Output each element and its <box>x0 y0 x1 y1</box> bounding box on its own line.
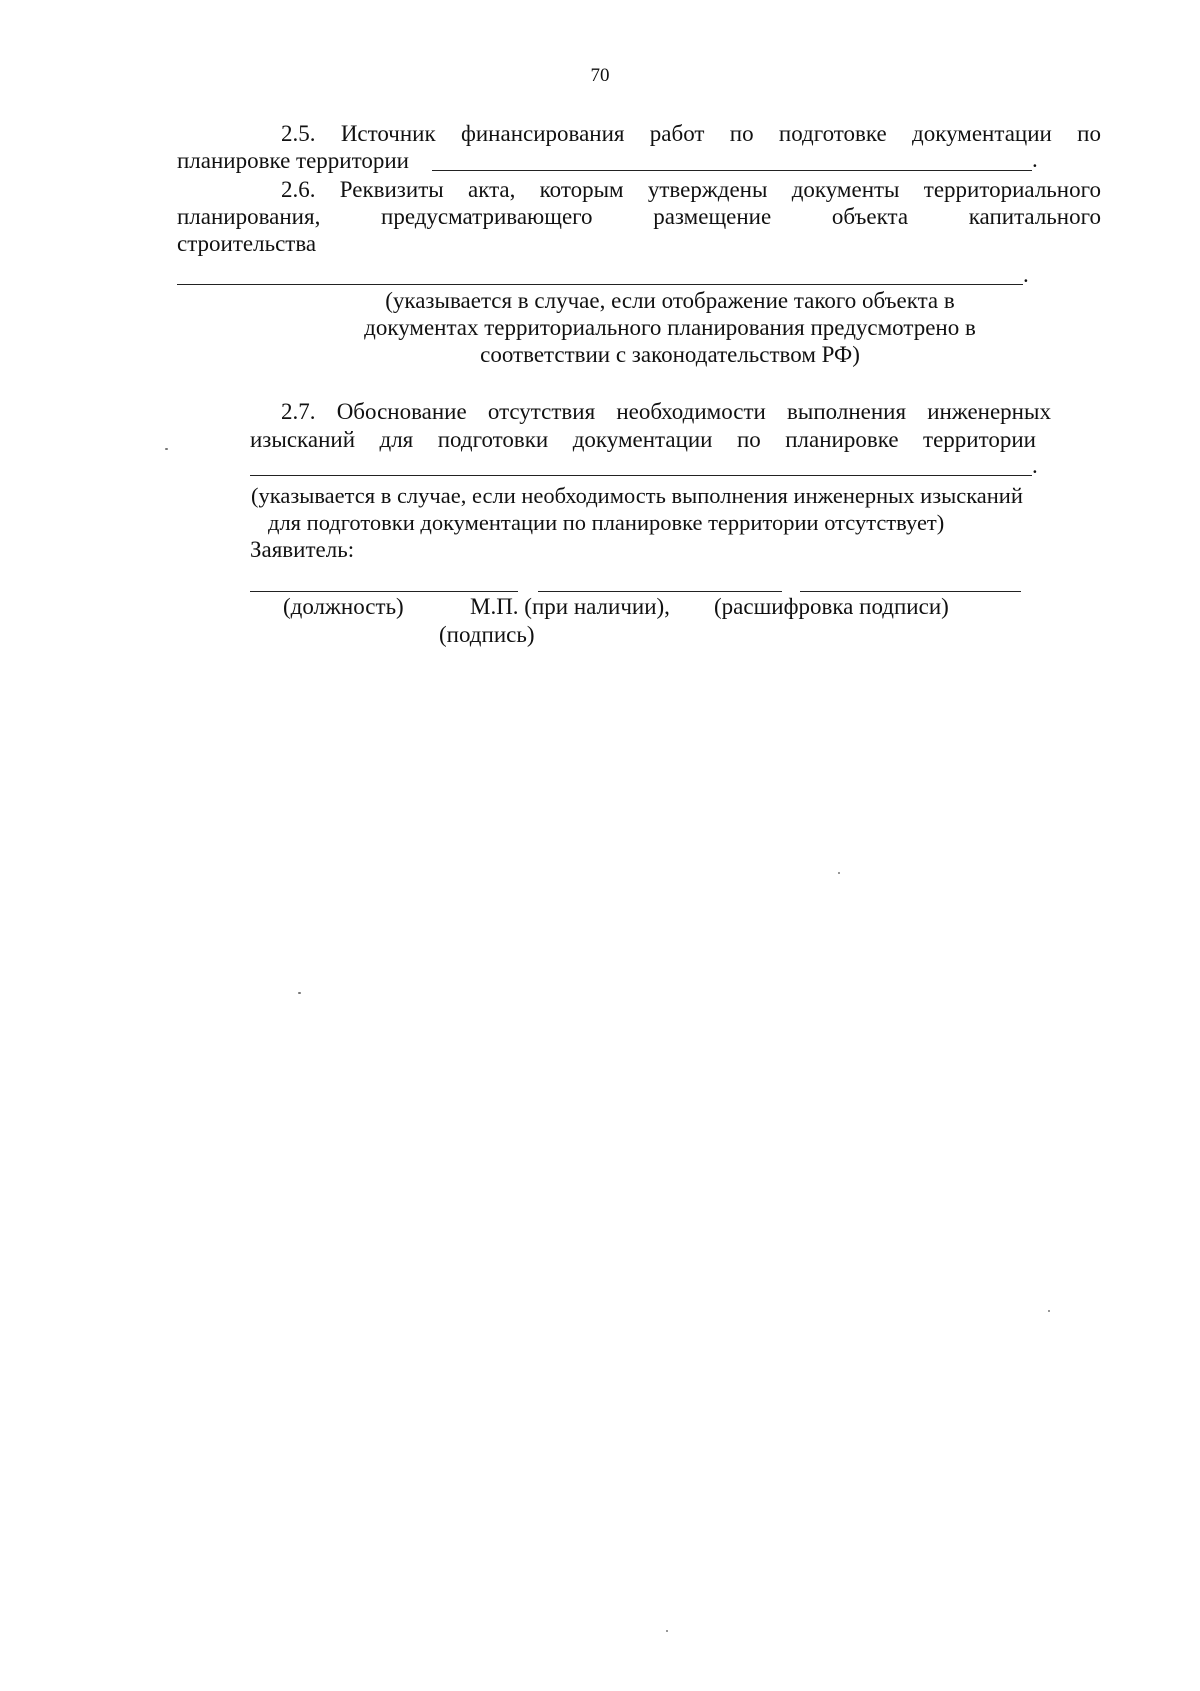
section-2-7-note-line-1: (указывается в случае, если необходимость выполнения инженерных изысканий <box>251 483 1023 508</box>
word: которым <box>539 177 624 202</box>
word: необходимости <box>616 399 766 424</box>
word: Источник <box>340 121 436 146</box>
line-end-period: . <box>1023 262 1029 287</box>
word: отсутствия <box>487 399 596 424</box>
signature-caption: (подпись) <box>439 622 535 647</box>
section-2-6-number: 2.6. <box>281 177 316 202</box>
stamp-caption: М.П. (при наличии), <box>470 594 670 619</box>
position-caption: (должность) <box>283 594 404 619</box>
section-2-7-line-1 <box>281 398 1051 425</box>
note-line: (указывается в случае, если отображение такого объекта в <box>385 288 955 313</box>
word: по <box>736 427 761 452</box>
word: по <box>1077 121 1101 146</box>
word: акта, <box>467 177 516 202</box>
section-2-6-note <box>320 287 1020 368</box>
word: документы <box>791 177 900 202</box>
word: работ <box>649 121 705 146</box>
section-2-7-number: 2.7. <box>281 399 316 424</box>
section-2-5-line-1 <box>281 120 1101 147</box>
word: документации <box>912 121 1052 146</box>
word: подготовки <box>437 427 549 452</box>
word: территориального <box>923 177 1101 202</box>
scan-speck <box>298 992 301 994</box>
section-2-5-number: 2.5. <box>281 121 316 146</box>
page-number: 70 <box>590 65 610 86</box>
word: финансирования <box>460 121 625 146</box>
scan-speck <box>666 1630 668 1632</box>
word: инженерных <box>927 399 1051 424</box>
word: Реквизиты <box>339 177 444 202</box>
scan-speck <box>165 448 168 450</box>
word: подготовке <box>778 121 887 146</box>
word: документации <box>572 427 713 452</box>
word: для <box>379 427 414 452</box>
decoding-caption: (расшифровка подписи) <box>714 594 949 619</box>
word: планировке <box>785 427 899 452</box>
note-line: документах территориального планирования предусмотрено в <box>364 315 976 340</box>
section-2-5-line-2-label: планировке территории <box>177 148 409 173</box>
word: предусматривающего <box>381 204 593 229</box>
section-2-6-line-1 <box>281 176 1101 203</box>
word: утверждены <box>647 177 768 202</box>
word: капитального <box>968 204 1101 229</box>
scan-speck <box>1048 1310 1050 1312</box>
applicant-label: Заявитель: <box>250 537 355 562</box>
scan-speck <box>838 872 840 874</box>
position-blank-line <box>250 591 518 592</box>
note-line: соответствии с законодательством РФ) <box>480 342 860 367</box>
word: размещение <box>653 204 772 229</box>
word: территории <box>923 427 1036 452</box>
word: изысканий <box>250 427 356 452</box>
word: Обоснование <box>336 399 467 424</box>
surveys-justification-blank-line <box>250 475 1032 476</box>
word: объекта <box>831 204 909 229</box>
section-2-6-line-2 <box>177 203 1101 230</box>
section-2-7-note-line-2: для подготовки документации по планировке территории отсутствует) <box>268 510 945 535</box>
word: по <box>729 121 754 146</box>
word: планирования, <box>177 204 321 229</box>
act-requisites-blank-line <box>177 284 1023 285</box>
line-end-period: . <box>1032 147 1038 172</box>
line-end-period: . <box>1032 453 1038 478</box>
decoding-blank-line <box>800 591 1021 592</box>
word: выполнения <box>787 399 907 424</box>
funding-source-blank-line <box>432 170 1032 171</box>
section-2-7-line-2 <box>250 426 1036 453</box>
section-2-6-line-3: строительства <box>177 231 317 256</box>
signature-blank-line <box>538 591 782 592</box>
